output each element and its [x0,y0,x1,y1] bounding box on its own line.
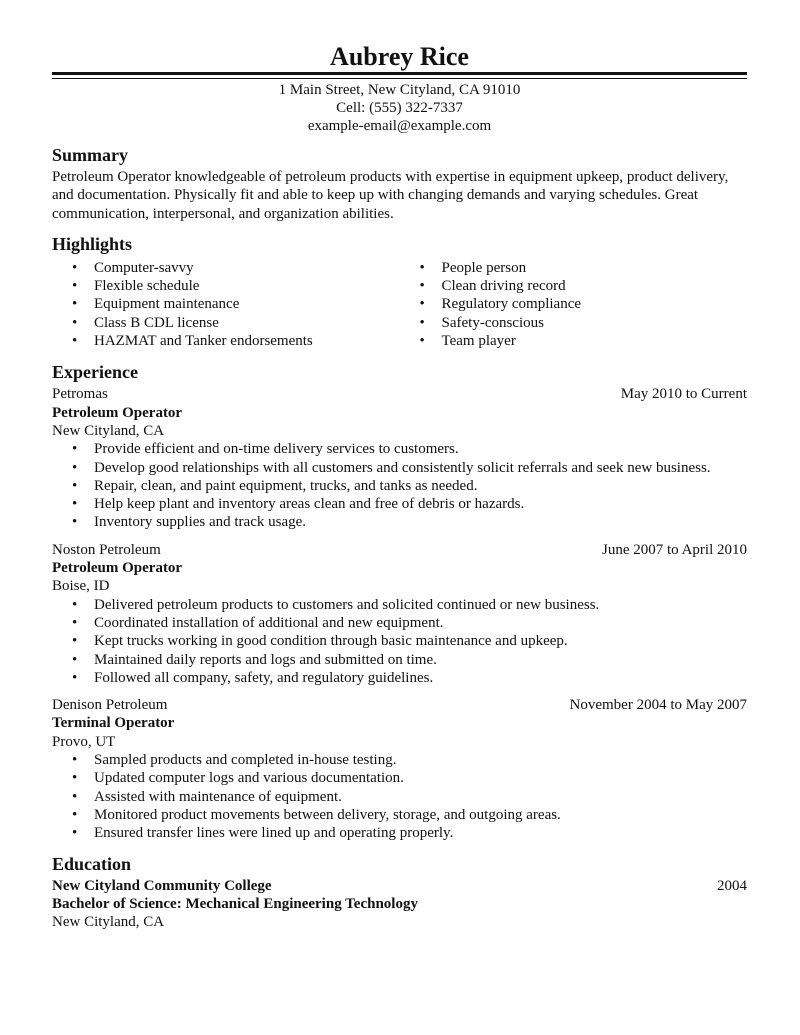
list-item: • Clean driving record [400,277,748,295]
list-item: • Assisted with maintenance of equipment. [52,788,747,806]
list-item: • Coordinated installation of additional and new equipment. [52,614,747,632]
list-item: • Develop good relationships with all customers and consistently solicit referrals and seek new business. [52,459,747,477]
phone: Cell: (555) 322-7337 [336,100,463,116]
job-entry [52,696,747,842]
job-location: Boise, ID [52,578,110,595]
list-item: • Monitored product movements between delivery, storage, and outgoing areas. [52,806,747,824]
job-title: Petroleum Operator [52,560,183,577]
list-item: • Inventory supplies and track usage. [52,513,747,531]
job-location: New Cityland, CA [52,422,165,439]
email: example-email@example.com [307,118,492,134]
experience-heading: Experience [52,362,138,383]
resume [52,42,747,931]
highlights-right [400,259,748,350]
school: New Cityland Community College [52,877,272,894]
list-item: • Team player [400,332,748,350]
list-item: • People person [400,259,748,277]
list-item: • Equipment maintenance [52,295,400,313]
job-title: Terminal Operator [52,715,175,732]
highlights-left [52,259,400,350]
list-item: • Followed all company, safety, and regulatory guidelines. [52,669,747,687]
degree: Bachelor of Science [52,895,177,912]
job-dates: June 2007 to April 2010 [602,541,747,558]
summary-text: Petroleum Operator knowledgeable of petroleum products with expertise in equipment upkeep, product delivery, and documentation. Physically fit and able to keep up with changing demands and varying schedules. Great communication, interpersonal, and organization abilities. [52,169,729,222]
list-item: • Kept trucks working in good condition through basic maintenance and upkeep. [52,632,747,650]
list-item: • Computer-savvy [52,259,400,277]
list-item: • Repair, clean, and paint equipment, trucks, and tanks as needed. [52,477,747,495]
list-item: • Maintained daily reports and logs and submitted on time. [52,651,747,669]
contact-info [52,81,747,135]
list-item: • Sampled products and completed in-house testing. [52,751,747,769]
job-entry [52,541,747,687]
experience-list [52,385,747,842]
list-item: • Regulatory compliance [400,295,748,313]
address: 1 Main Street, New Cityland, CA 91010 [278,82,521,98]
list-item: • Class B CDL license [52,314,400,332]
list-item: • HAZMAT and Tanker endorsements [52,332,400,350]
job-duties [52,440,747,531]
job-dates: November 2004 to May 2007 [569,697,747,714]
header-divider [52,72,747,79]
graduation-year: 2004 [717,877,747,894]
education-entry [52,877,747,932]
company: Noston Petroleum [52,541,161,558]
job-duties [52,596,747,687]
list-item: • Flexible schedule [52,277,400,295]
highlights-list [52,259,747,350]
list-item: • Safety-conscious [400,314,748,332]
job-duties [52,751,747,842]
list-item: • Delivered petroleum products to customers and solicited continued or new business. [52,596,747,614]
highlights-heading: Highlights [52,233,133,254]
education-location: New Cityland, CA [52,914,165,931]
list-item: • Ensured transfer lines were lined up and operating properly. [52,824,747,842]
list-item: • Provide efficient and on-time delivery services to customers. [52,440,747,458]
job-location: Provo, UT [52,733,116,750]
list-item: • Help keep plant and inventory areas clean and free of debris or hazards. [52,495,747,513]
education-heading: Education [52,853,132,874]
company: Petromas [52,386,108,403]
field-of-study: : Mechanical Engineering Technology [176,895,418,912]
job-title: Petroleum Operator [52,404,183,421]
summary-heading: Summary [52,145,128,165]
job-dates: May 2010 to Current [620,386,747,403]
job-entry [52,385,747,531]
company: Denison Petroleum [52,697,168,714]
candidate-name: Aubrey Rice [330,42,469,71]
list-item: • Updated computer logs and various documentation. [52,769,747,787]
